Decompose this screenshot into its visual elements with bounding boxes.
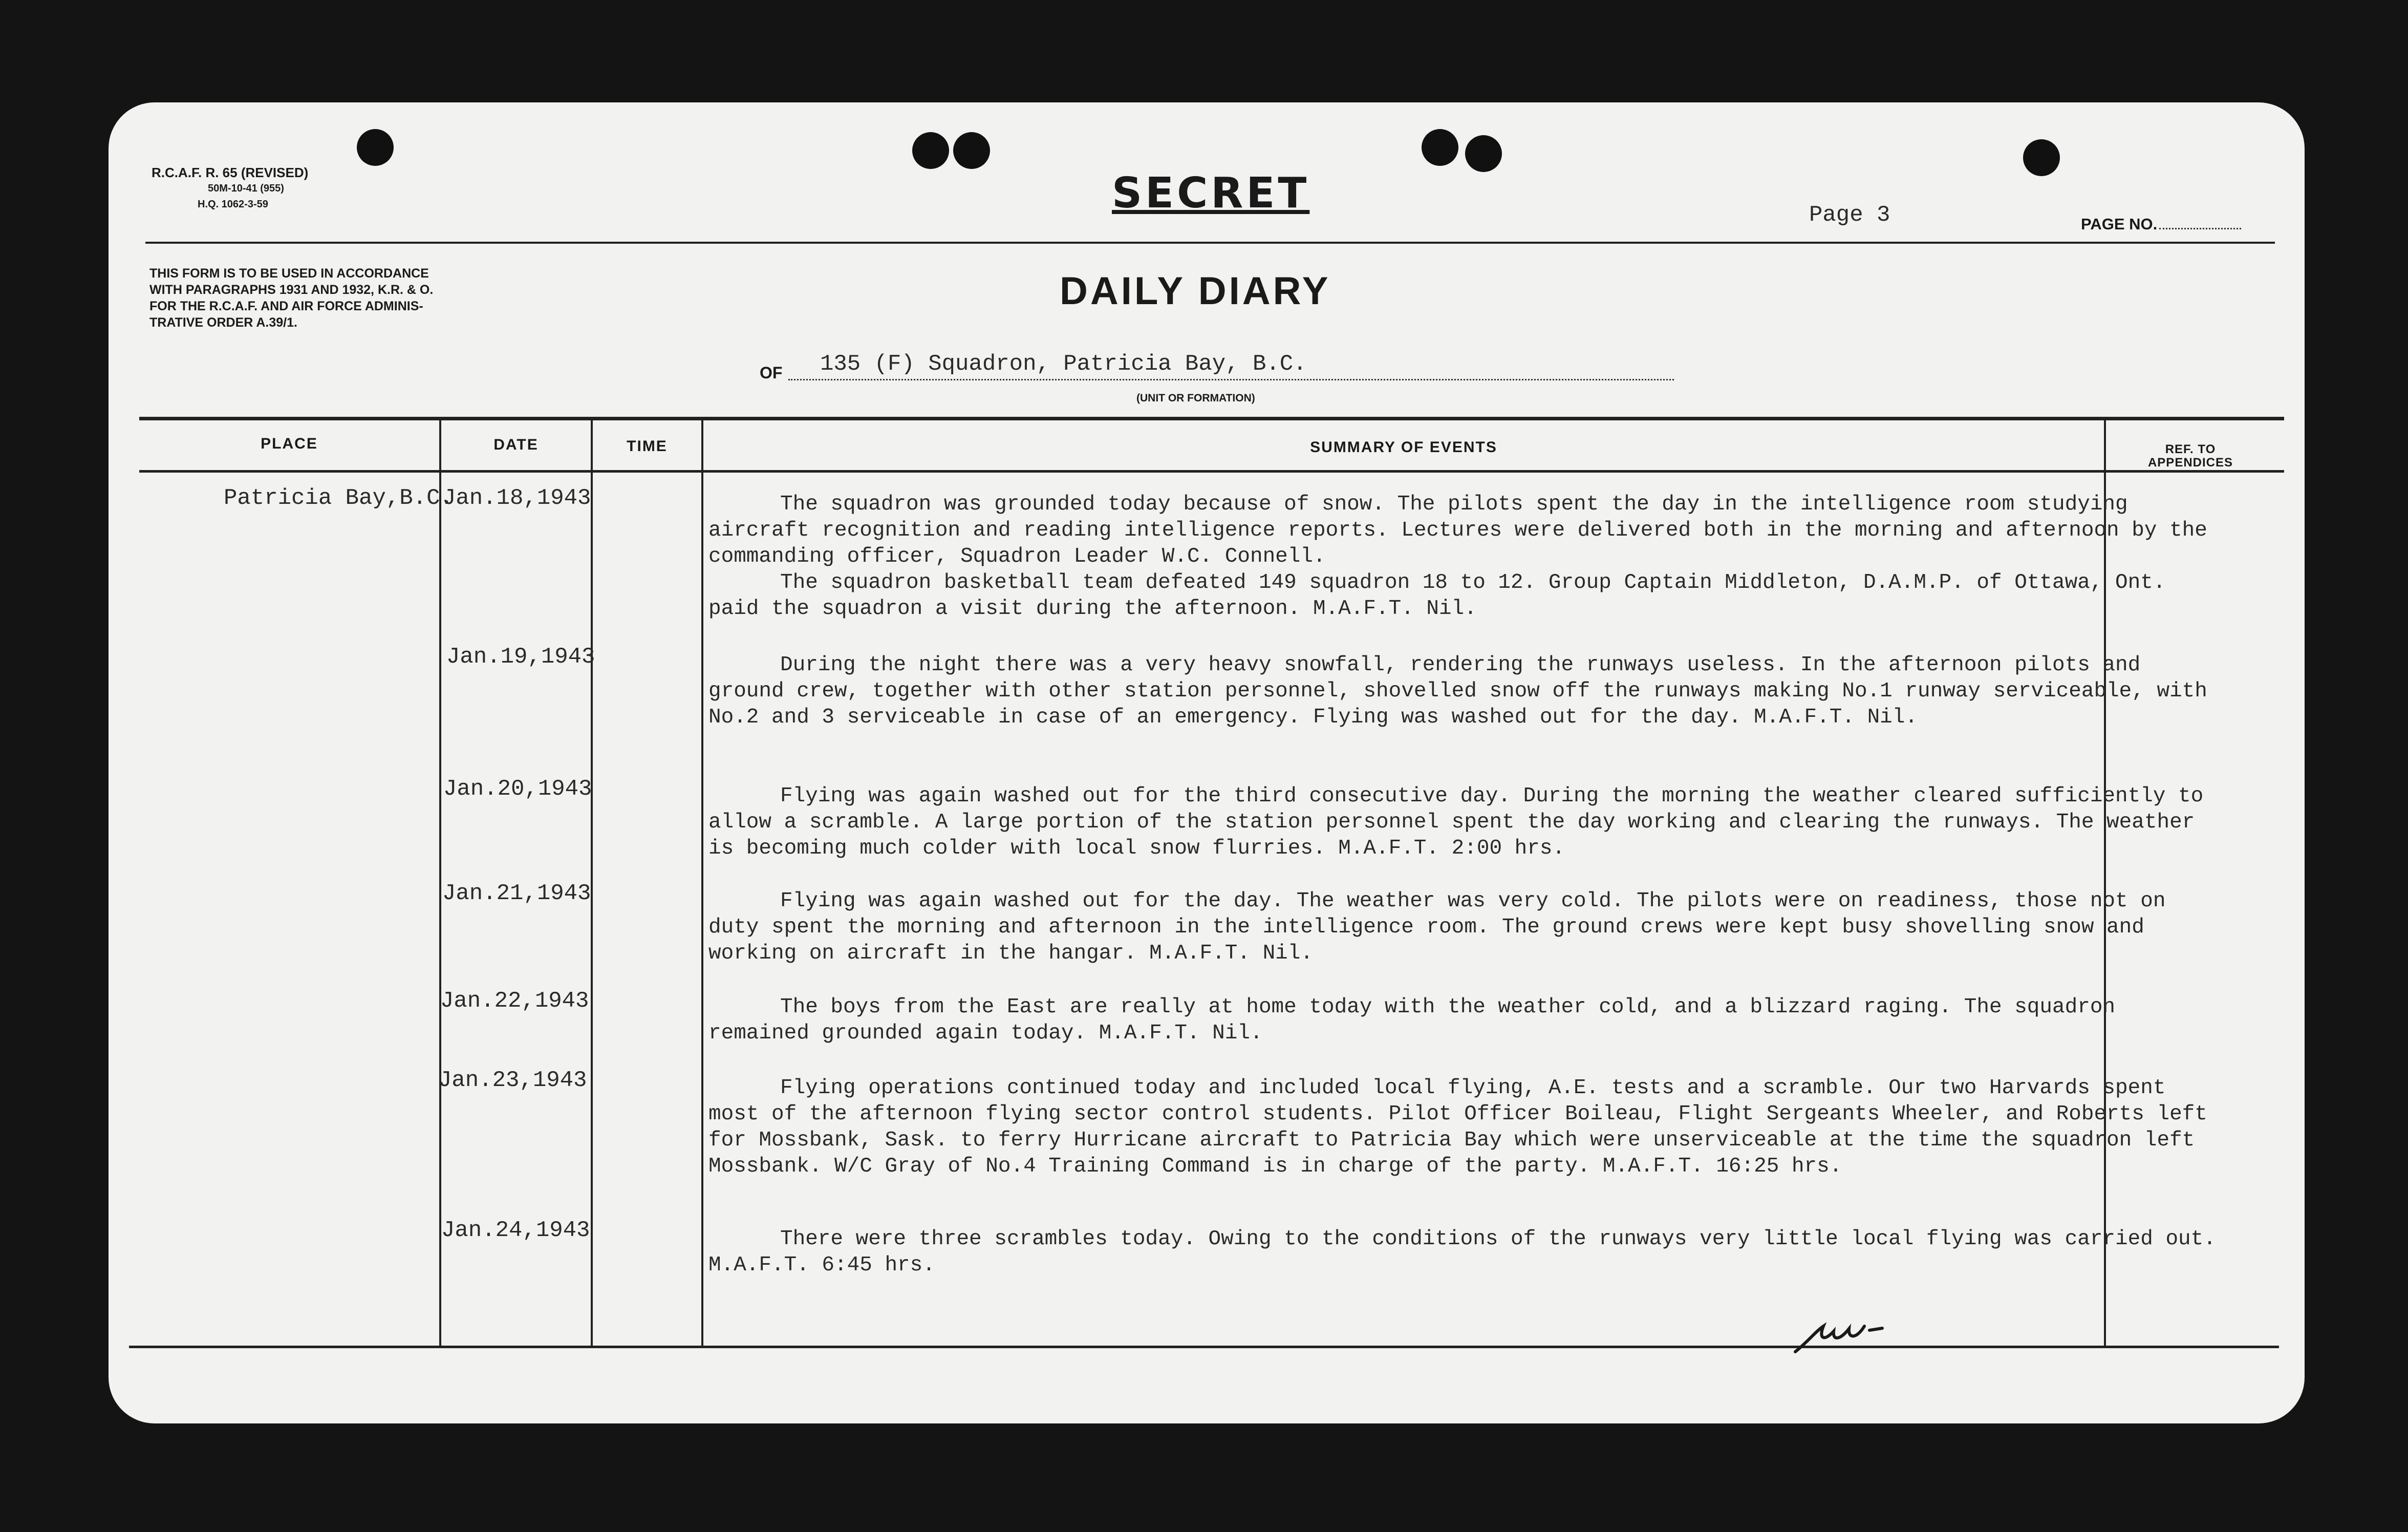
column-divider bbox=[439, 419, 441, 1346]
form-code bbox=[152, 165, 308, 212]
entry-summary bbox=[708, 994, 2224, 1047]
punch-hole bbox=[1465, 135, 1502, 172]
entry-date: Jan.24,1943 bbox=[441, 1218, 590, 1243]
diary-page bbox=[109, 102, 2305, 1423]
entry-place: Patricia Bay,B.C. bbox=[224, 485, 454, 511]
instruction-line: TRATIVE ORDER A.39/1. bbox=[149, 315, 297, 330]
entry-date: Jan.21,1943 bbox=[442, 881, 591, 906]
classification-stamp: SECRET bbox=[1112, 169, 1310, 218]
unit-underline bbox=[788, 379, 1674, 380]
summary-paragraph: Flying operations continued today and included local flying, A.E. tests and a scramble. Our two Harvards spent most of the afternoon flying sector control students. Pilot Officer Boileau, Flight Sergeants Wheeler, and Roberts left for Mossbank, Sask. to ferry Hurricane aircraft to Patricia Bay which were unserviceable at the time the squadron left Mossbank. W/C Gray of No.4 Training Command is in charge of the party. M.A.F.T. 16:25 hrs. bbox=[708, 1076, 2207, 1178]
column-header-place: PLACE bbox=[261, 435, 318, 452]
ref-header-line: APPENDICES bbox=[2147, 456, 2233, 470]
summary-paragraph: The squadron was grounded today because of snow. The pilots spent the day in the intelligence room studying aircraft recognition and reading intelligence reports. Lectures were delivered both in the morning and afternoon by the commanding officer, Squadron Leader W.C. Connell. bbox=[708, 493, 2207, 568]
form-code-line: 50M-10-41 (955) bbox=[208, 183, 284, 194]
column-header-summary: SUMMARY OF EVENTS bbox=[1310, 439, 1497, 456]
punch-hole bbox=[2023, 139, 2060, 176]
entry-summary bbox=[708, 888, 2224, 967]
summary-paragraph: Flying was again washed out for the third consecutive day. During the morning the weather cleared sufficiently to allow a scramble. A large portion of the station personnel spent the day working and clearing the runways. The weather is becoming much colder with local snow flurries. M.A.F.T. 2:00 hrs. bbox=[708, 784, 2204, 860]
entry-date: Jan.23,1943 bbox=[438, 1068, 587, 1093]
header-rule bbox=[145, 242, 2275, 244]
punch-hole bbox=[912, 132, 949, 169]
summary-paragraph: Flying was again washed out for the day. The weather was very cold. The pilots were on readiness, those not on duty spent the morning and afternoon in the intelligence room. The ground crews were kept busy shovelling snow and working on aircraft in the hangar. M.A.F.T. Nil. bbox=[708, 889, 2166, 965]
entry-summary bbox=[708, 1075, 2224, 1180]
of-label: OF bbox=[760, 364, 783, 382]
column-header-ref bbox=[2106, 443, 2275, 470]
table-top-rule bbox=[139, 417, 2284, 420]
form-instructions bbox=[149, 265, 433, 331]
column-divider bbox=[591, 419, 593, 1346]
summary-paragraph: The boys from the East are really at home today with the weather cold, and a blizzard raging. The squadron remained grounded again today. M.A.F.T. Nil. bbox=[708, 995, 2116, 1045]
entry-summary bbox=[708, 783, 2224, 862]
summary-paragraph: There were three scrambles today. Owing to the conditions of the runways very little local flying was carried out. M.A.F.T. 6:45 hrs. bbox=[708, 1227, 2216, 1277]
punch-hole bbox=[1422, 129, 1458, 166]
column-header-date: DATE bbox=[493, 436, 539, 453]
form-title: DAILY DIARY bbox=[1060, 269, 1331, 313]
column-header-time: TIME bbox=[627, 438, 668, 455]
punch-hole bbox=[357, 129, 394, 166]
entry-date: Jan.19,1943 bbox=[446, 644, 595, 670]
page-number-typed: Page 3 bbox=[1809, 202, 1890, 228]
instruction-line: FOR THE R.C.A.F. AND AIR FORCE ADMINIS- bbox=[149, 299, 423, 313]
entry-summary bbox=[708, 1226, 2224, 1279]
unit-caption: (UNIT OR FORMATION) bbox=[1136, 392, 1255, 404]
page-no-label bbox=[2081, 215, 2241, 233]
summary-paragraph: The squadron basketball team defeated 149 squadron 18 to 12. Group Captain Middleton, D.A.M.P. of Ottawa, Ont. paid the squadron a visit during the afternoon. M.A.F.T. Nil. bbox=[708, 571, 2166, 621]
form-code-line: H.Q. 1062-3-59 bbox=[198, 199, 268, 210]
table-header-rule bbox=[139, 470, 2284, 473]
entry-summary bbox=[708, 652, 2224, 731]
ref-header-line: REF. TO bbox=[2165, 442, 2216, 456]
column-divider bbox=[701, 419, 703, 1346]
page-no-label-text: PAGE NO. bbox=[2081, 215, 2158, 233]
instruction-line: THIS FORM IS TO BE USED IN ACCORDANCE bbox=[149, 266, 429, 281]
summary-paragraph: During the night there was a very heavy snowfall, rendering the runways useless. In the afternoon pilots and ground crew, together with other station personnel, shovelled snow off the runways making No.1 runway serviceable, with No.2 and 3 serviceable in case of an emergency. Flying was washed out for the day. M.A.F.T. Nil. bbox=[708, 653, 2207, 729]
punch-hole bbox=[953, 132, 990, 169]
form-code-line: R.C.A.F. R. 65 (REVISED) bbox=[152, 165, 309, 180]
entry-date: Jan.18,1943 bbox=[442, 485, 591, 511]
table-bottom-rule bbox=[129, 1346, 2279, 1348]
entry-date: Jan.22,1943 bbox=[440, 988, 589, 1014]
initials-mark bbox=[1793, 1311, 1916, 1357]
instruction-line: WITH PARAGRAPHS 1931 AND 1932, K.R. & O. bbox=[149, 283, 434, 297]
entry-summary bbox=[708, 492, 2224, 622]
entry-date: Jan.20,1943 bbox=[443, 776, 592, 802]
unit-name: 135 (F) Squadron, Patricia Bay, B.C. bbox=[820, 351, 1307, 377]
